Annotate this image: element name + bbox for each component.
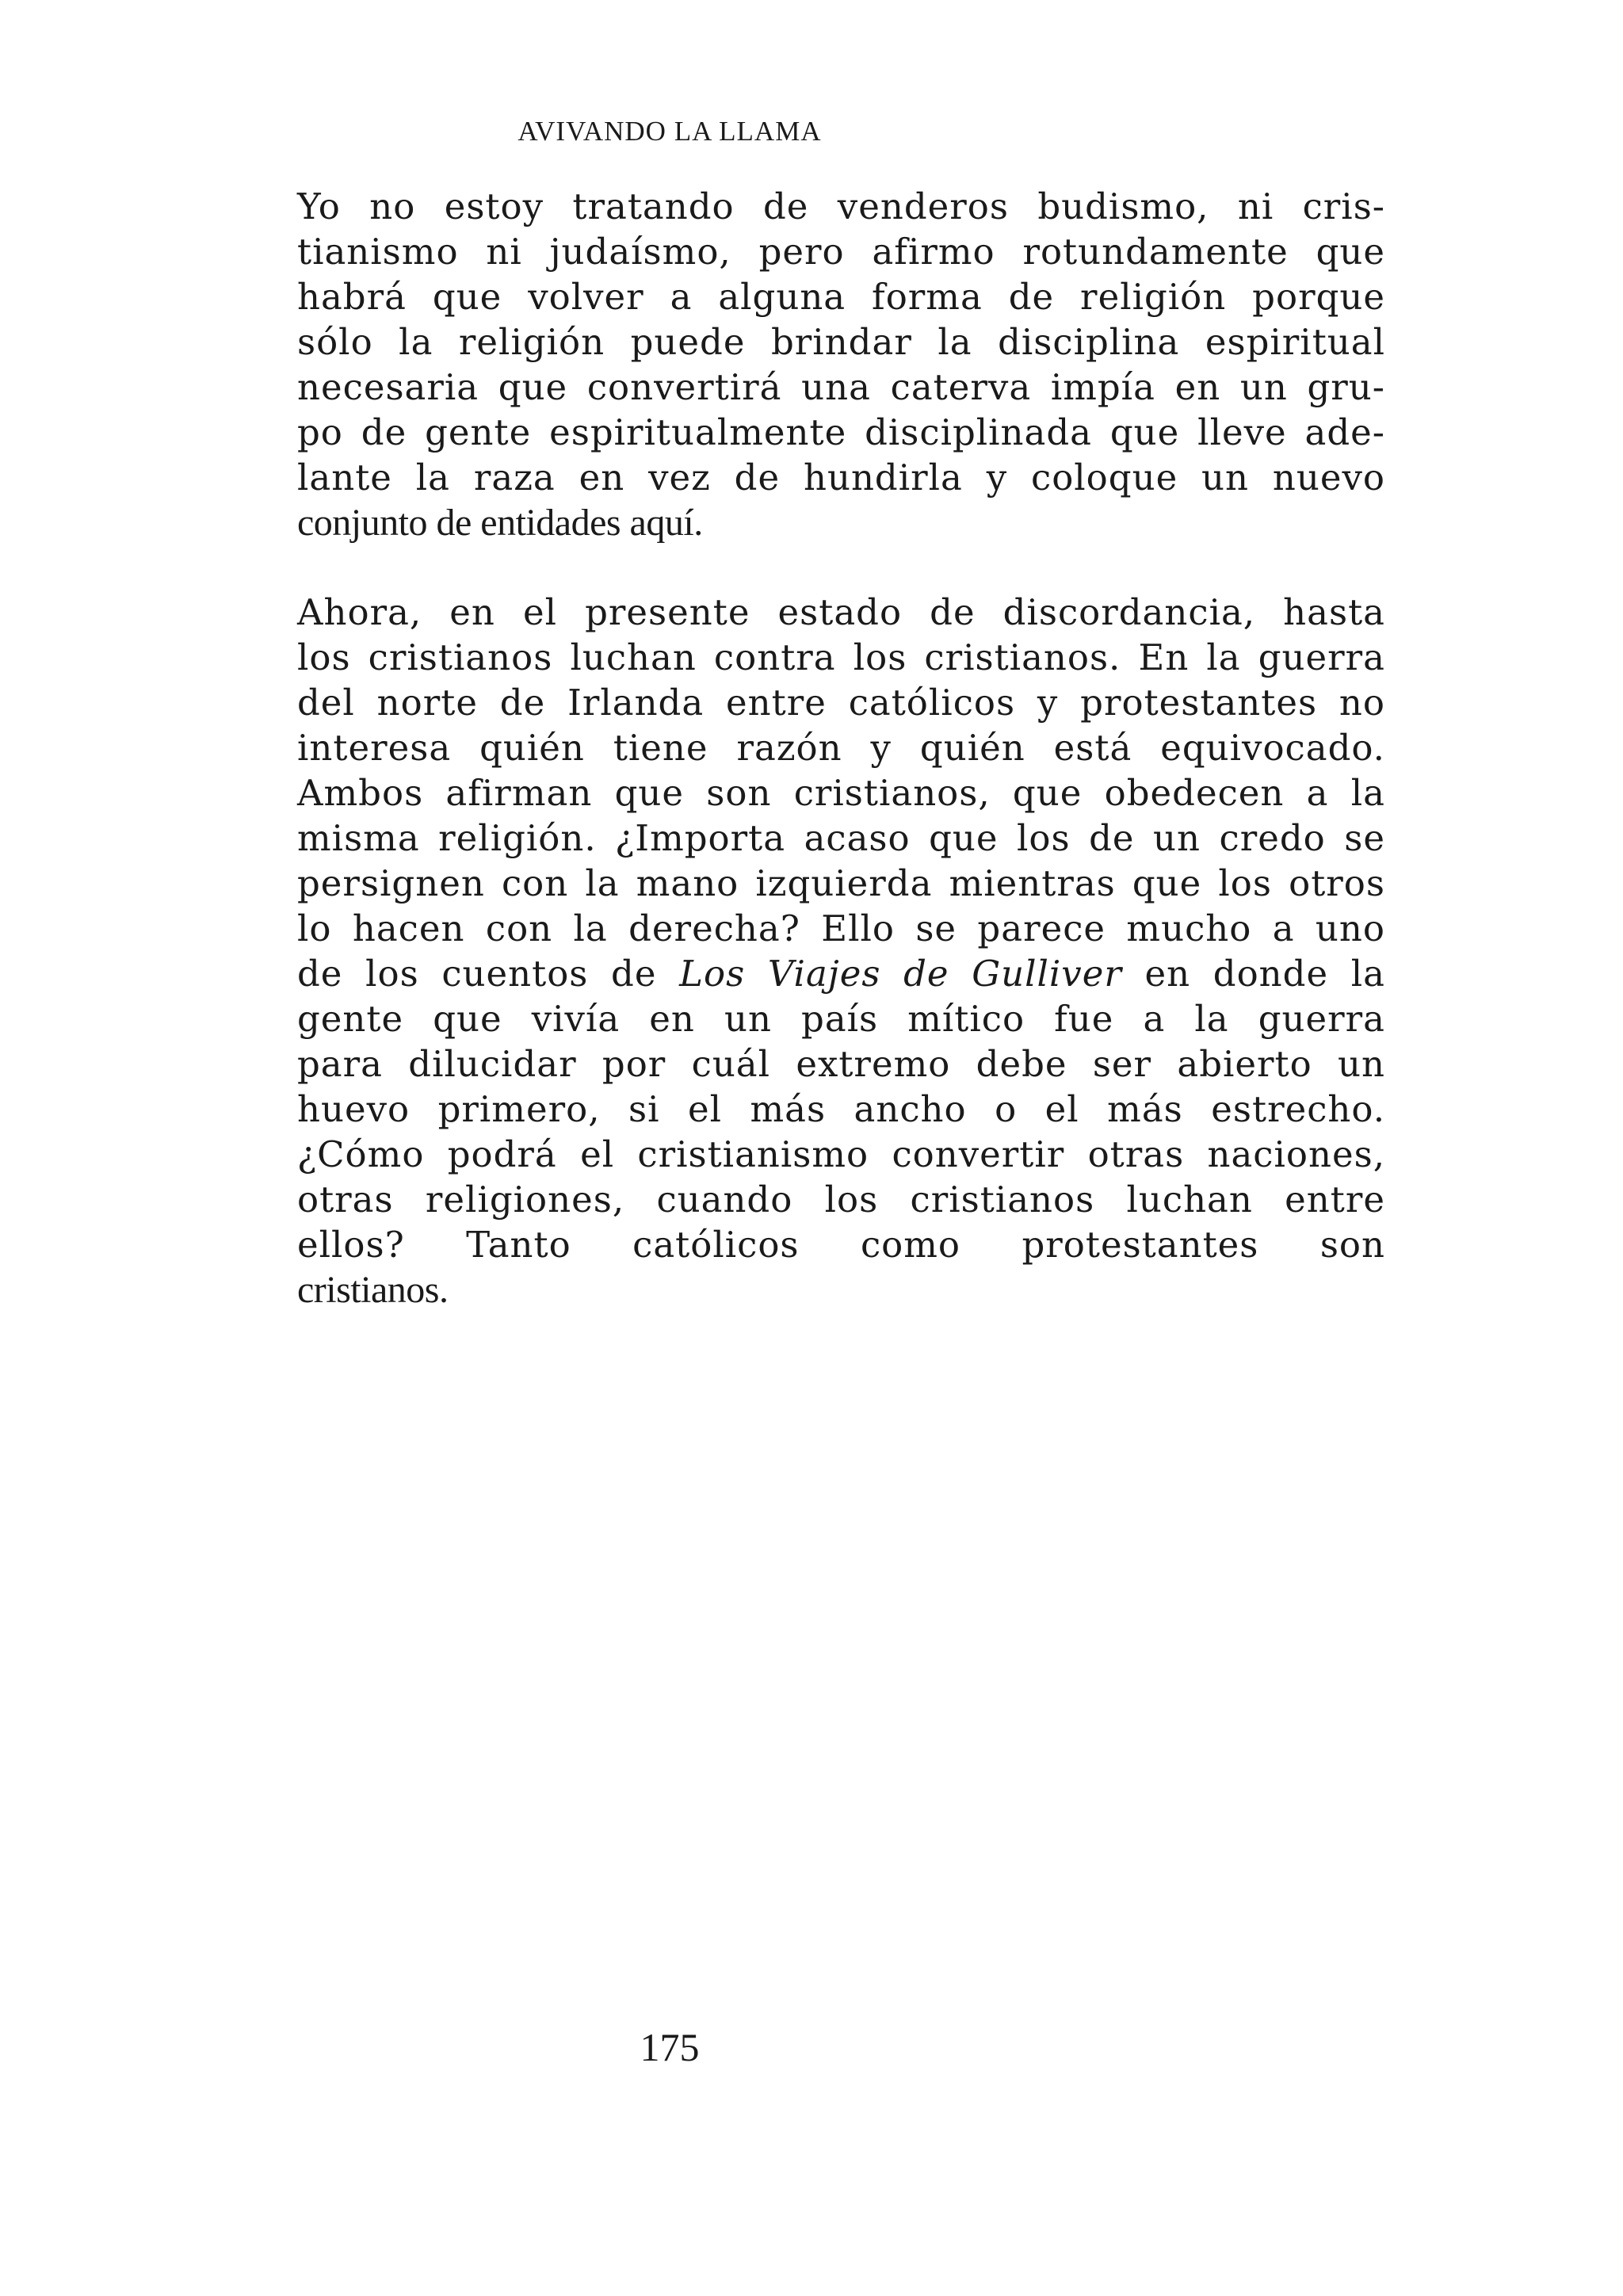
text-line: huevo primero, si el más ancho o el más estrecho. [297, 1088, 1385, 1130]
text-line: Ahora, en el presente estado de discordancia, hasta [297, 591, 1385, 633]
text-line: interesa quién tiene razón y quién está equivocado. [297, 727, 1385, 769]
text-line: necesaria que convertirá una caterva impía en un gru- [297, 366, 1385, 408]
text-line: del norte de Irlanda entre católicos y protestantes no [297, 682, 1385, 724]
text-line: po de gente espiritualmente disciplinada que lleve ade- [297, 411, 1385, 453]
text-line: habrá que volver a alguna forma de religión porque [297, 276, 1385, 318]
text-line: otras religiones, cuando los cristianos luchan entre [297, 1179, 1385, 1221]
text-line: gente que vivía en un país mítico fue a la guerra [297, 998, 1385, 1040]
paragraph-2 [250, 590, 1385, 1312]
text-line: conjunto de entidades aquí. [297, 502, 703, 544]
text-line: misma religión. ¿Importa acaso que los de un credo se [297, 817, 1385, 859]
text-line: los cristianos luchan contra los cristianos. En la guerra [297, 636, 1385, 678]
text-line: persignen con la mano izquierda mientras que los otros [297, 862, 1385, 904]
text-line: para dilucidar por cuál extremo debe ser abierto un [297, 1043, 1385, 1085]
text-run: de los cuentos de [297, 953, 680, 995]
text-line: tianismo ni judaísmo, pero afirmo rotundamente que [297, 231, 1385, 273]
text-line: ellos? Tanto católicos como protestantes son [297, 1224, 1385, 1266]
text-line: sólo la religión puede brindar la disciplina espiritual [297, 321, 1385, 363]
text-line: ¿Cómo podrá el cristianismo convertir otras naciones, [297, 1133, 1385, 1175]
text-line: cristianos. [297, 1269, 449, 1311]
text-line: lo hacen con la derecha? Ello se parece mucho a uno [297, 907, 1385, 949]
paragraph-1 [250, 184, 1385, 545]
book-title: Los Viajes de Gulliver [679, 953, 1122, 995]
body-text [250, 184, 1385, 1312]
text-line: Yo no estoy tratando de venderos budismo, ni cris- [297, 185, 1385, 227]
page-number: 175 [640, 2025, 700, 2069]
text-line-with-italic [250, 951, 1385, 996]
text-line: lante la raza en vez de hundirla y coloque un nuevo [297, 457, 1385, 499]
running-head: AVIVANDO LA LLAMA [517, 116, 822, 147]
text-line: Ambos afirman que son cristianos, que obedecen a la [297, 772, 1385, 814]
text-run: en donde la [1121, 953, 1385, 995]
